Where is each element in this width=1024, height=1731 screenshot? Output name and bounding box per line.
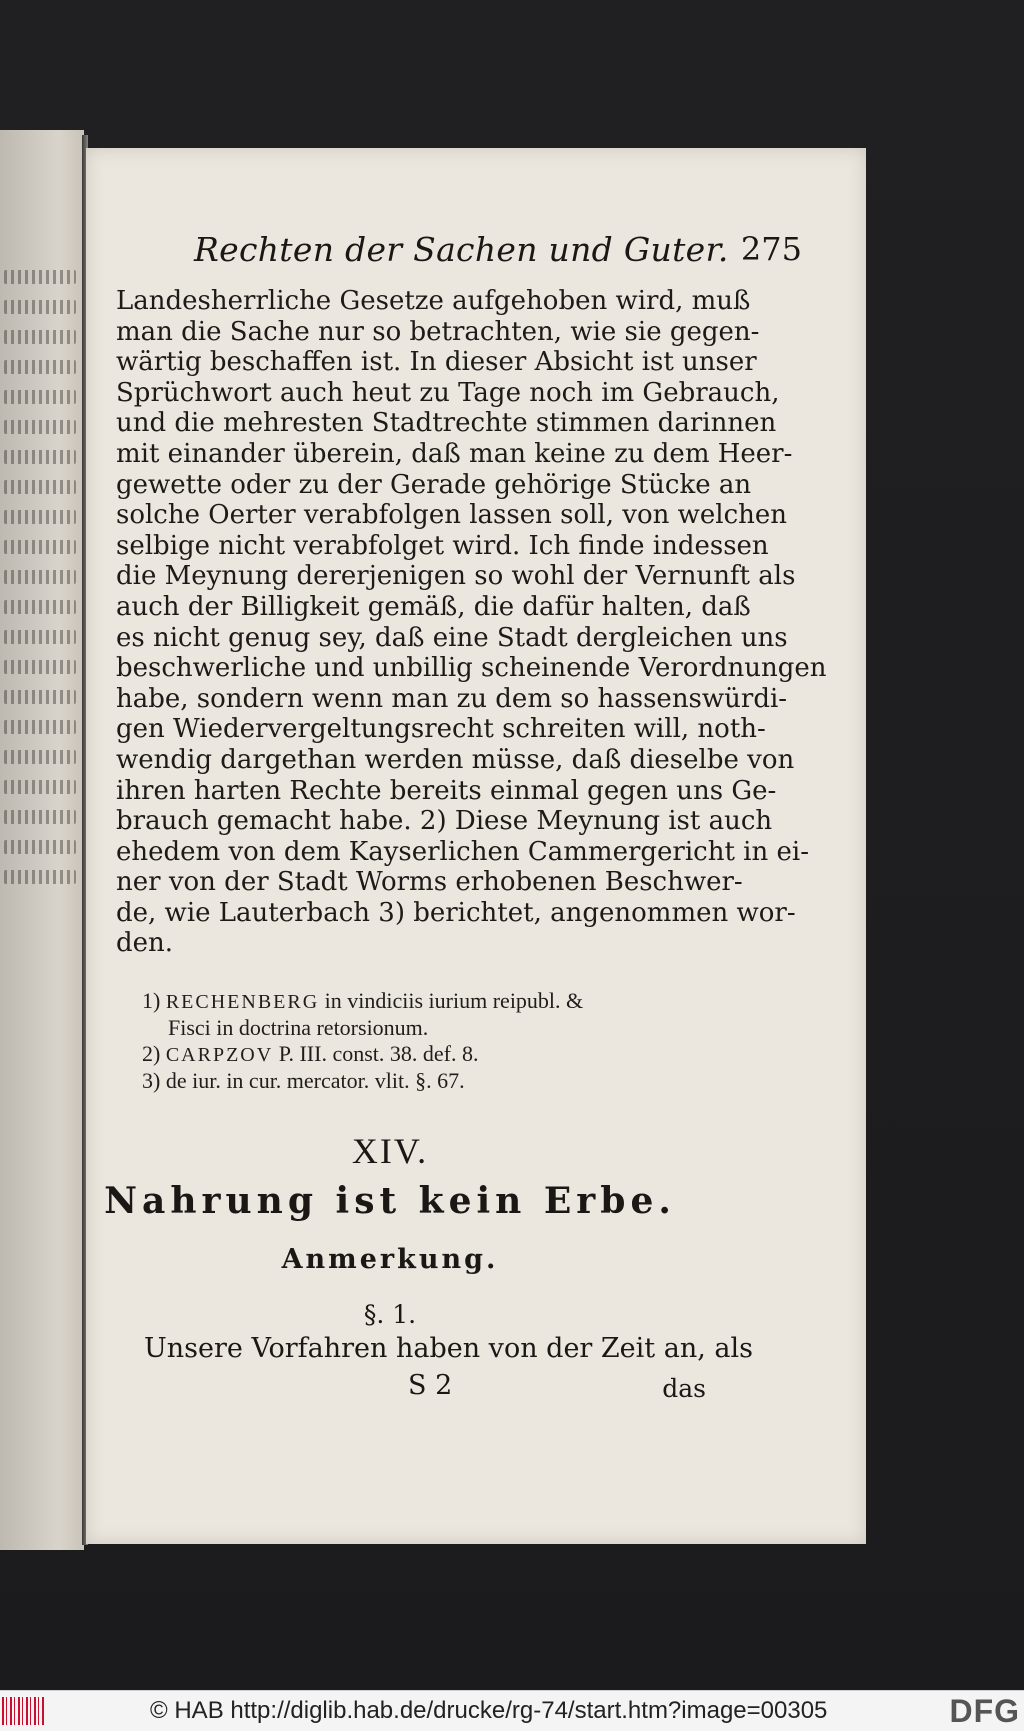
- bleed-through-text: [4, 810, 76, 824]
- footnote-text: P. III. const. 38. def. 8.: [278, 1041, 479, 1066]
- footnote-number: 3): [142, 1068, 161, 1093]
- footnote-continuation: Fisci in doctrina retorsionum.: [168, 1015, 429, 1040]
- paragraph-sign: §. 1.: [363, 1300, 417, 1329]
- bleed-through-text: [4, 750, 76, 764]
- footnote-2: [142, 1041, 710, 1068]
- footnote-author: CARPZOV: [165, 1044, 274, 1066]
- text-line: beschwerliche und unbillig scheinende Verordnungen: [116, 653, 827, 684]
- bleed-through-text: [4, 570, 76, 584]
- running-head: [194, 230, 802, 280]
- bleed-through-text: [4, 690, 76, 704]
- bleed-through-text: [4, 600, 76, 614]
- running-head-title: Rechten der Sachen und Guter.: [194, 230, 729, 269]
- text-line: selbige nicht verabfolget wird. Ich finde indessen: [116, 530, 769, 561]
- bleed-through-text: [4, 870, 76, 884]
- printer-signature: S 2: [408, 1370, 453, 1401]
- footnote-number: 2): [142, 1041, 161, 1066]
- section-number: XIV.: [351, 1131, 429, 1171]
- bleed-through-text: [4, 300, 76, 314]
- viewer-footer: [0, 1690, 1024, 1731]
- footer-link[interactable]: © HAB http://diglib.hab.de/drucke/rg-74/start.htm?image=00305: [150, 1697, 828, 1724]
- bleed-through-text: [4, 330, 76, 344]
- footnote-text: de iur. in cur. mercator. vlit. §. 67.: [165, 1068, 465, 1093]
- text-line: es nicht genug sey, daß eine Stadt dergleichen uns: [116, 622, 788, 653]
- bleed-through-text: [4, 390, 76, 404]
- text-line: ehedem von dem Kayserlichen Cammergericht in ei-: [116, 836, 809, 867]
- facing-page-edge: [0, 130, 84, 1550]
- footnote-number: 1): [142, 988, 161, 1013]
- text-line: ner von der Stadt Worms erhobenen Beschwer-: [116, 867, 743, 898]
- footnotes: [142, 988, 710, 1094]
- text-line: brauch gemacht habe. 2) Diese Meynung ist auch: [116, 806, 773, 837]
- dfg-logo: DFG: [949, 1693, 1020, 1729]
- text-line: de, wie Lauterbach 3) berichtet, angenommen wor-: [116, 897, 796, 928]
- footnote-text: in vindiciis iurium reipubl. &: [324, 988, 584, 1013]
- text-line: gen Wiedervergeltungsrecht schreiten will, noth-: [116, 714, 766, 745]
- catchword: das: [662, 1374, 706, 1403]
- bleed-through-text: [4, 420, 76, 434]
- text-line: den.: [116, 928, 174, 959]
- bleed-through-text: [4, 840, 76, 854]
- bleed-through-text: [4, 540, 76, 554]
- text-line: gewette oder zu der Gerade gehörige Stücke an: [116, 469, 752, 500]
- bleed-through-text: [4, 510, 76, 524]
- page-number: 275: [740, 230, 802, 268]
- text-line: und die mehresten Stadtrechte stimmen darinnen: [116, 408, 777, 439]
- barcode-icon: [2, 1697, 46, 1725]
- text-line: wärtig beschaffen ist. In dieser Absicht ist unser: [116, 347, 757, 378]
- bleed-through-text: [4, 270, 76, 284]
- book-page: [86, 148, 866, 1544]
- bleed-through-text: [4, 780, 76, 794]
- footnote-author: RECHENBERG: [165, 991, 320, 1013]
- section-subheading: Anmerkung.: [281, 1244, 499, 1275]
- text-line: auch der Billigkeit gemäß, die dafür halten, daß: [116, 591, 751, 622]
- footnote-1: [142, 988, 710, 1015]
- body-text: [116, 286, 827, 959]
- bleed-through-text: [4, 360, 76, 374]
- bleed-through-text: [4, 720, 76, 734]
- text-line: mit einander überein, daß man keine zu dem Heer-: [116, 438, 793, 469]
- text-line: wendig dargethan werden müsse, daß dieselbe von: [116, 744, 795, 775]
- bleed-through-text: [4, 480, 76, 494]
- section-first-line: Unsere Vorfahren haben von der Zeit an, als: [144, 1333, 753, 1364]
- text-line: ihren harten Rechte bereits einmal gegen uns Ge-: [116, 775, 777, 806]
- text-line: habe, sondern wenn man zu dem so hassenswürdi-: [116, 683, 788, 714]
- bleed-through-text: [4, 630, 76, 644]
- text-line: man die Sache nur so betrachten, wie sie gegen-: [116, 316, 760, 347]
- bleed-through-text: [4, 660, 76, 674]
- text-line: Landesherrliche Gesetze aufgehoben wird, muß: [116, 286, 751, 316]
- text-line: die Meynung dererjenigen so wohl der Vernunft als: [116, 561, 796, 592]
- text-line: Sprüchwort auch heut zu Tage noch im Gebrauch,: [116, 377, 780, 408]
- bleed-through-text: [4, 450, 76, 464]
- text-line: solche Oerter verabfolgen lassen soll, von welchen: [116, 500, 788, 531]
- footnote-3: [142, 1068, 710, 1094]
- section-title: Nahrung ist kein Erbe.: [104, 1180, 676, 1222]
